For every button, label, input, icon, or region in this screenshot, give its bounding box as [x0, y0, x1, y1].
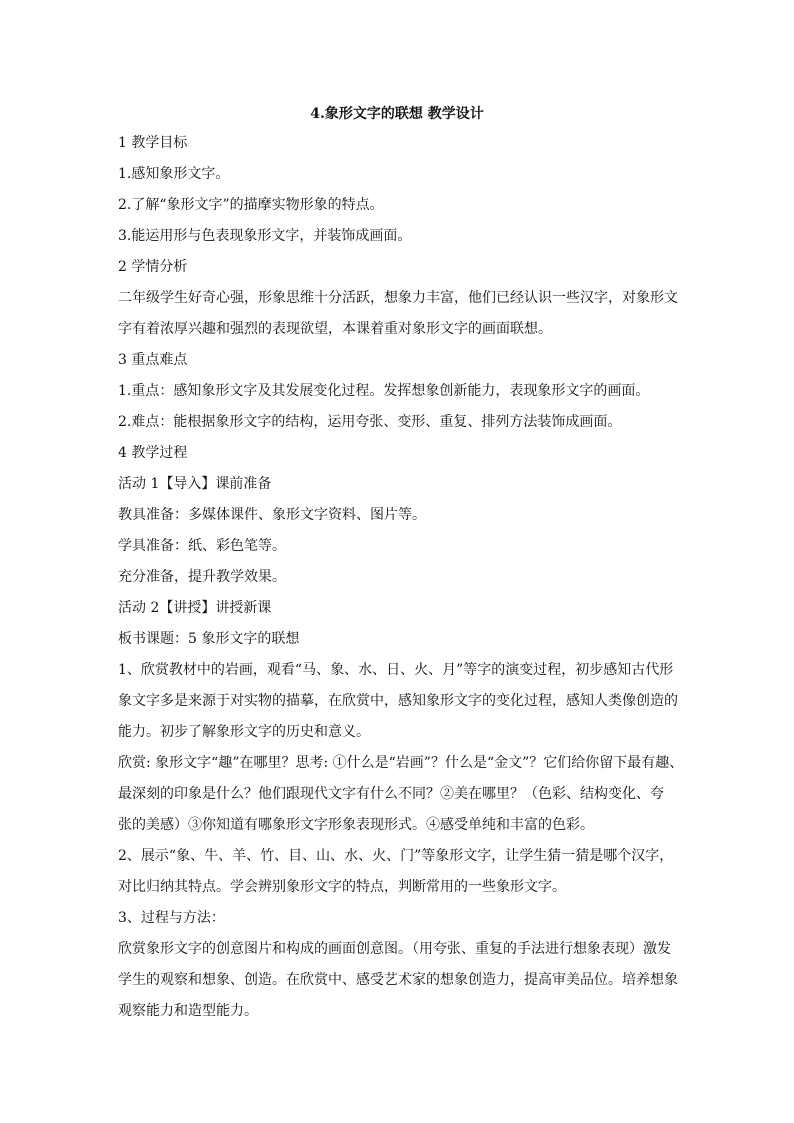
preparation-line: 充分准备，提升教学效果。 — [118, 569, 286, 585]
teacher-materials-line: 教具准备：多媒体课件、象形文字资料、图片等。 — [118, 507, 426, 523]
goal-line-2: 2.了解“象形文字”的描摩实物形象的特点。 — [118, 197, 384, 213]
step-2-line-1: 2、展示“象、牛、羊、竹、目、山、水、火、门”等象形文字，让学生猜一猜是哪个汉字， — [118, 848, 674, 864]
step-3-line-1: 欣赏象形文字的创意图片和构成的画面创意图。（用夸张、重复的手法进行想象表现）激发 — [118, 941, 671, 957]
step-1-line-1: 1、欣赏教材中的岩画，观看“马、象、水、日、火、月”等字的演变过程，初步感知古代形 — [118, 662, 674, 678]
heading-key-points: 3 重点难点 — [118, 352, 188, 368]
document-body — [118, 128, 684, 1027]
step-3-heading: 3、过程与方法： — [118, 910, 225, 926]
activity-1-heading: 活动 1【导入】课前准备 — [118, 476, 272, 492]
appreciation-line-3: 张的美感）③你知道有哪象形文字形象表现形式。④感受单纯和丰富的色彩。 — [118, 817, 594, 833]
goal-line-1: 1.感知象形文字。 — [118, 166, 230, 182]
step-2-line-2: 对比归纳其特点。学会辨别象形文字的特点，判断常用的一些象形文字。 — [118, 879, 566, 895]
key-point-line: 1.重点：感知象形文字及其发展变化过程。发挥想象创新能力，表现象形文字的画面。 — [118, 383, 650, 399]
difficulty-line: 2.难点：能根据象形文字的结构，运用夸张、变形、重复、排列方法装饰成画面。 — [118, 414, 622, 430]
heading-learner-analysis: 2 学情分析 — [118, 259, 188, 275]
step-3-line-3: 观察能力和造型能力。 — [118, 1003, 258, 1019]
appreciation-line-2: 最深刻的印象是什么？他们跟现代文字有什么不同？②美在哪里？（色彩、结构变化、夸 — [118, 786, 664, 802]
appreciation-line-1: 欣赏: 象形文字“趣”在哪里？思考: ①什么是“岩画”？什么是“金文”？它们给你留下最有趣、 — [118, 755, 684, 771]
goal-line-3: 3.能运用形与色表现象形文字，并装饰成画面。 — [118, 228, 412, 244]
heading-teaching-process: 4 教学过程 — [118, 445, 188, 461]
step-1-line-3: 能力。初步了解象形文字的历史和意义。 — [118, 724, 370, 740]
student-materials-line: 学具准备：纸、彩色笔等。 — [118, 538, 286, 554]
document-title: 4.象形文字的联想 教学设计 — [310, 106, 484, 122]
heading-teaching-goals: 1 教学目标 — [118, 135, 188, 151]
activity-2-heading: 活动 2【讲授】讲授新课 — [118, 600, 272, 616]
board-title-line: 板书课题：5 象形文字的联想 — [118, 631, 300, 647]
step-3-line-2: 学生的观察和想象、创造。在欣赏中、感受艺术家的想象创造力，提高审美品位。培养想象 — [118, 972, 678, 988]
analysis-line-1: 二年级学生好奇心强，形象思维十分活跃，想象力丰富，他们已经认识一些汉字，对象形文 — [118, 290, 678, 306]
step-1-line-2: 象文字多是来源于对实物的描摹，在欣赏中，感知象形文字的变化过程，感知人类像创造的 — [118, 693, 678, 709]
analysis-line-2: 字有着浓厚兴趣和强烈的表现欲望，本课着重对象形文字的画面联想。 — [118, 321, 552, 337]
